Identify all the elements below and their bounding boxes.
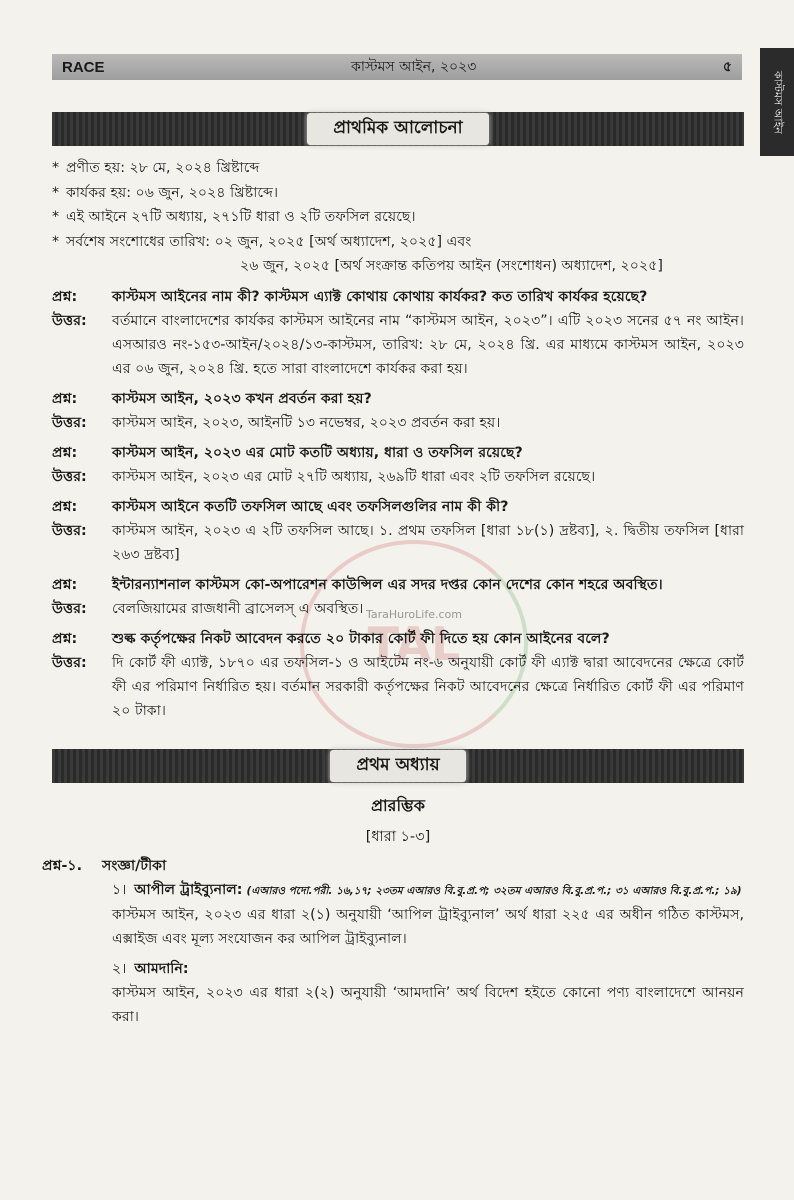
asterisk-icon: * xyxy=(52,233,60,250)
question: প্রশ্ন: শুল্ক কর্তৃপক্ষের নিকট আবেদন করতে ২০ টাকার কোর্ট ফী দিতে হয় কোন আইনের বলে? xyxy=(52,630,610,647)
page-content xyxy=(42,112,744,1029)
question: প্রশ্ন: ইন্টারন্যাশনাল কাস্টমস কো-অপারেশন কাউন্সিল এর সদর দপ্তর কোন দেশের কোন শহরে অবস্থিত। xyxy=(52,576,663,593)
bullet-item: * সর্বশেষ সংশোধের তারিখ: ০২ জুন, ২০২৫ [অর্থ অধ্যাদেশ, ২০২৫] এবং xyxy=(52,230,744,255)
asterisk-icon: * xyxy=(52,209,60,225)
watermark-logo-text: TAL xyxy=(367,617,461,671)
asterisk-icon: * xyxy=(52,184,60,201)
intro-banner xyxy=(52,112,744,146)
intro-bullets xyxy=(52,156,744,279)
answer: উত্তর: কাস্টমস আইন, ২০২৩ এ ২টি তফসিল আছে। ১. প্রথম তফসিল [ধারা ১৮(১) দ্রষ্টব্য], ২. দ্বিতীয় তফসিল [ধারা ২৬৩ দ্রষ্টব্য] xyxy=(52,522,744,563)
chapter-heading: প্রথম অধ্যায় xyxy=(330,750,465,782)
asterisk-icon: * xyxy=(52,160,60,176)
header-title: কাস্টমস আইন, ২০২৩ xyxy=(351,59,477,75)
chapter-subtitle: প্রারম্ভিক xyxy=(371,795,425,815)
intro-heading: প্রাথমিক আলোচনা xyxy=(307,113,488,145)
definitions xyxy=(42,854,744,1029)
definition-question: প্রশ্ন-১. সংজ্ঞা/টীকা xyxy=(42,857,167,874)
answer: উত্তর: বর্তমানে বাংলাদেশের কার্যকর কাস্টমস আইনের নাম “কাস্টমস আইন, ২০২৩”। এটি ২০২৩ সনের ৫৭ নং আইন। এসআরও নং-১৫৩-আইন/২০২৪/১৩-কাস্টমস, তারিখ: ২৮ মে, ২০২৪ খ্রি. এর মাধ্যমে কাস্টমস আইন, ২০২৩ এর ০৬ জুন, ২০২৪ খ্রি. হতে সারা বাংলাদেশে কার্যকর করা হয়। xyxy=(52,312,744,377)
answer: উত্তর: কাস্টমস আইন, ২০২৩, আইনটি ১৩ নভেম্বর, ২০২৩ প্রবর্তন করা হয়। xyxy=(52,414,501,431)
question: প্রশ্ন: কাস্টমস আইনে কতটি তফসিল আছে এবং তফসিলগুলির নাম কী কী? xyxy=(52,498,509,515)
bullet-item: * এই আইনে ২৭টি অধ্যায়, ২৭১টি ধারা ও ২টি তফসিল রয়েছে। xyxy=(52,205,744,230)
page-number: ৫ xyxy=(722,59,732,75)
bullet-continuation: ২৬ জুন, ২০২৫ [অর্থ সংক্রান্ত কতিপয় আইন (সংশোধন) অধ্যাদেশ, ২০২৫] xyxy=(240,258,663,274)
chapter-section-range: [ধারা ১-৩] xyxy=(365,828,431,845)
answer: উত্তর: কাস্টমস আইন, ২০২৩ এর মোট ২৭টি অধ্যায়, ২৬৯টি ধারা এবং ২টি তফসিল রয়েছে। xyxy=(52,468,596,485)
definition-item: ২। আমদানি: কাস্টমস আইন, ২০২৩ এর ধারা ২(২) অনুযায়ী ‘আমদানি’ অর্থ বিদেশ হইতে কোনো পণ্য বাংলাদেশে আনয়ন করা। xyxy=(112,960,744,1025)
question: প্রশ্ন: কাস্টমস আইন, ২০২৩ এর মোট কতটি অধ্যায়, ধারা ও তফসিল রয়েছে? xyxy=(52,444,523,461)
side-tab-label: কাস্টমস আইন xyxy=(771,70,785,134)
bullet-item: * প্রণীত হয়: ২৮ মে, ২০২৪ খ্রিষ্টাব্দে xyxy=(52,156,744,181)
chapter-section xyxy=(42,749,744,1029)
watermark-url: TaraHuroLife.com xyxy=(366,608,462,621)
question: প্রশ্ন: কাস্টমস আইনের নাম কী? কাস্টমস এ্যাক্ট কোথায় কোথায় কার্যকর? কত তারিখ কার্যকর হয়েছে? xyxy=(52,288,648,305)
bullet-item: * কার্যকর হয়: ০৬ জুন, ২০২৪ খ্রিষ্টাব্দে। xyxy=(52,181,744,206)
header-brand: RACE xyxy=(62,58,105,76)
running-header xyxy=(52,54,742,80)
side-thumb-tab xyxy=(760,48,794,156)
question: প্রশ্ন: কাস্টমস আইন, ২০২৩ কখন প্রবর্তন করা হয়? xyxy=(52,390,372,407)
answer: উত্তর: দি কোর্ট ফী এ্যাক্ট, ১৮৭০ এর তফসিল-১ ও আইটেম নং-৬ অনুযায়ী কোর্ট ফী এ্যাক্ট দ্বারা আবেদনের ক্ষেত্রে কোর্ট ফী এর পরিমাণ নির্ধারিত হয়। বর্তমান সরকারী কর্তৃপক্ষের নিকট আবেদনের ক্ষেত্রে নির্ধারিত কোর্ট ফী এর পরিমাণ ২০ টাকা। xyxy=(52,654,744,719)
definition-item: ১। আপীল ট্রাইব্যুনাল: (এআরও পদো.পরী. ১৬,১৭; ২৩তম এআরও বি.বু.প্র.প; ৩২তম এআরও বি.বু.প্র.প.; ৩১ এআরও বি.বু.প্র.প.; ১৯) কাস্টমস আইন, ২০২৩ এর ধারা ২(১) অনুযায়ী ‘আপিল ট্রাইব্যুনাল’ অর্থ ধারা ২২৫ এর অধীন গঠিত কাস্টমস, এক্সাইজ এবং মূল্য সংযোজন কর আপিল ট্রাইব্যুনাল। xyxy=(112,881,744,947)
chapter-banner xyxy=(52,749,744,783)
answer: উত্তর: বেলজিয়ামের রাজধানী ব্রাসেলস্‌ এ অবস্থিত। xyxy=(52,600,364,617)
qa-block xyxy=(52,285,744,723)
